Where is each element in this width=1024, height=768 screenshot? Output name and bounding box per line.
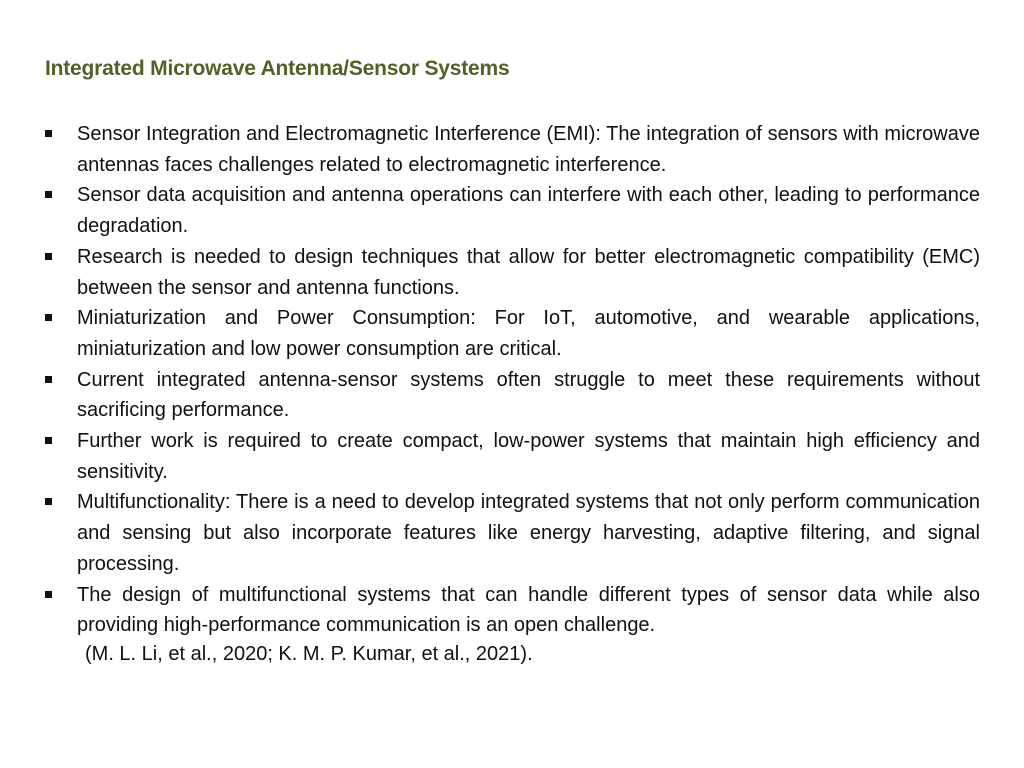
square-bullet-icon <box>45 376 52 383</box>
list-item <box>42 365 980 426</box>
bullet-text: Miniaturization and Power Consumption: For IoT, automotive, and wearable applications, miniaturization and low power consumption are critical. <box>77 307 980 360</box>
bullet-text: Current integrated antenna-sensor systems often struggle to meet these requirements without sacrificing performance. <box>77 368 980 422</box>
square-bullet-icon <box>45 437 52 444</box>
bullet-text: The design of multifunctional systems that can handle different types of sensor data while also providing high-performance communication is an open challenge. <box>77 583 980 637</box>
square-bullet-icon <box>45 591 52 598</box>
square-bullet-icon <box>45 253 52 260</box>
list-item <box>42 580 980 641</box>
list-item <box>42 180 980 241</box>
bullet-list <box>42 119 980 641</box>
bullet-text: Research is needed to design techniques that allow for better electromagnetic compatibility (EMC) between the sensor and antenna functions. <box>77 245 980 299</box>
list-item <box>42 426 980 487</box>
list-item <box>42 303 980 364</box>
bullet-text: Further work is required to create compact, low-power systems that maintain high efficiency and sensitivity. <box>77 430 980 483</box>
square-bullet-icon <box>45 130 52 137</box>
list-item <box>42 487 980 579</box>
square-bullet-icon <box>45 314 52 321</box>
bullet-text: Sensor Integration and Electromagnetic Interference (EMI): The integration of sensors with microwave antennas faces challenges related to electromagnetic interference. <box>77 123 980 176</box>
list-item <box>42 119 980 180</box>
bullet-text: Sensor data acquisition and antenna operations can interfere with each other, leading to performance degradation. <box>77 184 980 238</box>
citation: (M. L. Li, et al., 2020; K. M. P. Kumar, et al., 2021). <box>85 643 533 665</box>
slide-title: Integrated Microwave Antenna/Sensor Systems <box>45 57 510 80</box>
list-item <box>42 242 980 303</box>
square-bullet-icon <box>45 498 52 505</box>
square-bullet-icon <box>45 191 52 198</box>
bullet-text: Multifunctionality: There is a need to develop integrated systems that not only perform communication and sensing but also incorporate features like energy harvesting, adaptive filtering, and signal processing. <box>77 491 980 575</box>
